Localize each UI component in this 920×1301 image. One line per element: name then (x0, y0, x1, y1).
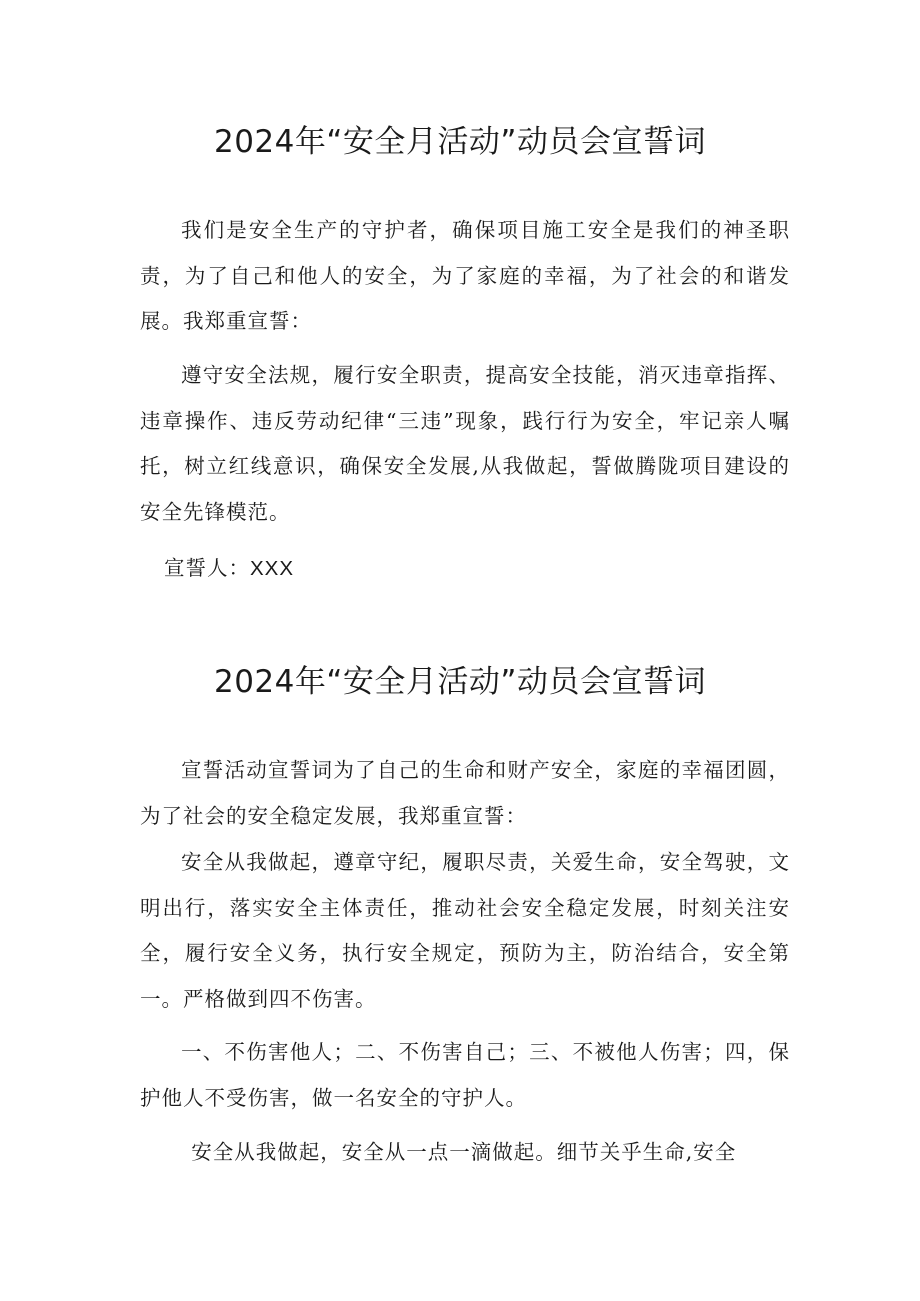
section-2-paragraph-4: 安全从我做起，安全从一点一滴做起。细节关乎生命,安全 (191, 1140, 737, 1164)
section-1-paragraph-2: 遵守安全法规，履行安全职责，提高安全技能，消灭违章指挥、违章操作、违反劳动纪律“三违”现象，践行行为安全，牢记亲人嘱托，树立红线意识，确保安全发展,从我做起，誓做腾陇项目建设的安全先锋模范。 (140, 363, 790, 524)
section-2-title: 2024年“安全月活动”动员会宣誓词 (213, 664, 706, 700)
signer-value: XXX (250, 557, 295, 580)
section-1-title: 2024年“安全月活动”动员会宣誓词 (213, 124, 706, 160)
section-1-paragraph-1: 我们是安全生产的守护者，确保项目施工安全是我们的神圣职责，为了自己和他人的安全，为了家庭的幸福，为了社会的和谐发展。我郑重宣誓： (140, 218, 790, 333)
signer-line (164, 548, 294, 589)
section-2-paragraph-3: 一、不伤害他人；二、不伤害自己；三、不被他人伤害；四，保护他人不受伤害，做一名安全的守护人。 (140, 1040, 790, 1110)
section-2-paragraph-1: 宣誓活动宣誓词为了自己的生命和财产安全，家庭的幸福团圆，为了社会的安全稳定发展，我郑重宣誓： (140, 758, 790, 828)
signer-label: 宣誓人： (164, 556, 250, 580)
section-2-paragraph-2: 安全从我做起，遵章守纪，履职尽责，关爱生命，安全驾驶，文明出行，落实安全主体责任，推动社会安全稳定发展，时刻关注安全，履行安全义务，执行安全规定，预防为主，防治结合，安全第一。严格做到四不伤害。 (140, 850, 790, 1011)
